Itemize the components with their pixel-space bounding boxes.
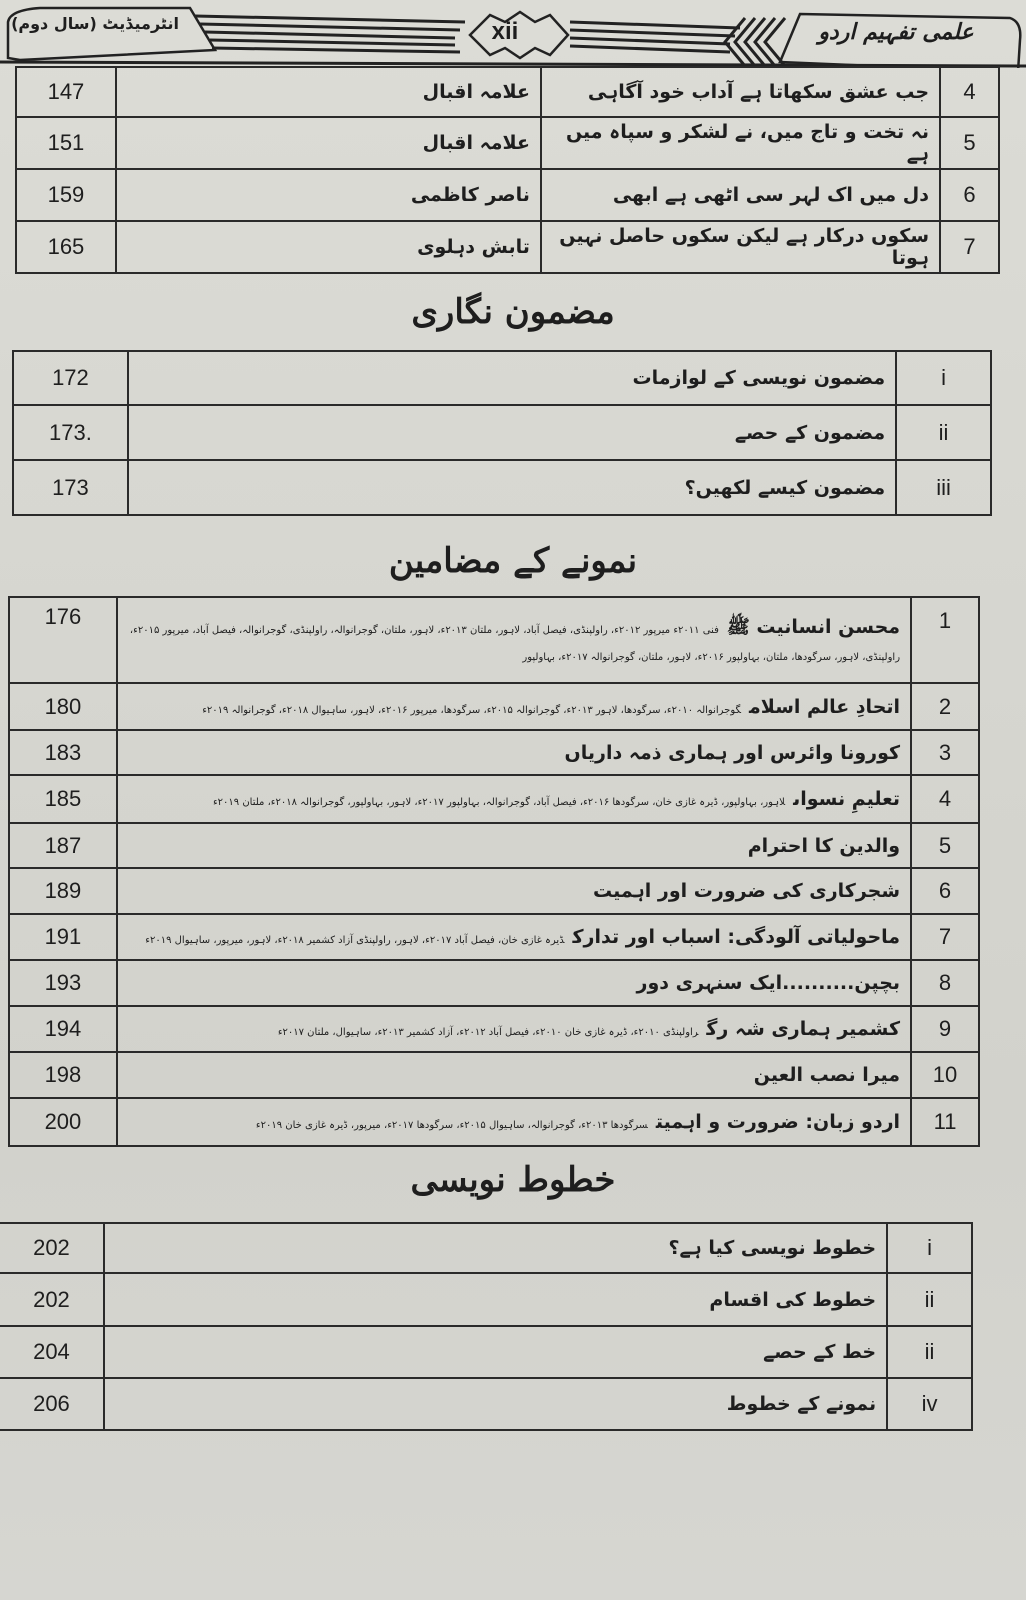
row-number: ii: [896, 405, 991, 460]
row-number: i: [887, 1223, 972, 1273]
row-number: 10: [911, 1052, 979, 1098]
page-ref: 159: [16, 169, 116, 221]
topic-title: نمونے کے خطوط: [104, 1378, 887, 1430]
table-row[interactable]: [9, 960, 979, 1006]
row-number: 5: [911, 823, 979, 868]
row-number: iv: [887, 1378, 972, 1430]
page-ref: 165: [16, 221, 116, 273]
table-row[interactable]: [9, 868, 979, 914]
topic-title: مضمون کیسے لکھیں؟: [128, 460, 896, 515]
essay-title: تعلیمِ نسواں: [793, 788, 901, 810]
essay-title-cell: [117, 1006, 911, 1052]
essay-title-cell: [117, 868, 911, 914]
table-row[interactable]: [0, 1273, 972, 1326]
page-ref: 180: [9, 683, 117, 730]
essay-title: محسن انسانیت ﷺ: [726, 616, 901, 638]
essay-title: شجرکاری کی ضرورت اور اہمیت: [593, 880, 901, 902]
exam-years-note: گوجرانوالہ ۲۰۱۰ء، سرگودھا، لاہور ۲۰۱۳ء، گوجرانوالہ ۲۰۱۵ء، سرگودھا، میرپور ۲۰۱۶ء، لاہور، ساہیوال ۲۰۱۸ء، گوجرانوالہ ۲۰۱۹ء: [202, 704, 742, 716]
poem-title: سکوں درکار ہے لیکن سکوں حاصل نہیں ہوتا: [541, 221, 940, 273]
poet-name: علامہ اقبال: [116, 67, 541, 117]
page-ref: 187: [9, 823, 117, 868]
essay-title: کورونا وائرس اور ہماری ذمہ داریاں: [564, 741, 901, 764]
page-ref: 206: [0, 1378, 104, 1430]
row-number: 7: [911, 914, 979, 960]
sample-essays-table: [8, 596, 980, 1147]
page-ref: 151: [16, 117, 116, 169]
essay-title: والدین کا احترام: [747, 834, 901, 857]
table-row[interactable]: [9, 597, 979, 683]
page-ref: 200: [9, 1098, 117, 1146]
table-row[interactable]: [0, 1378, 972, 1430]
page-ref: 189: [9, 868, 117, 914]
table-row[interactable]: [16, 221, 999, 273]
table-row[interactable]: [16, 67, 999, 117]
row-number: ii: [887, 1326, 972, 1378]
page-ref: 183: [9, 730, 117, 775]
page-ref: 204: [0, 1326, 104, 1378]
table-row[interactable]: [9, 775, 979, 823]
poem-title: نہ تخت و تاج میں، نے لشکر و سپاہ میں ہے: [541, 117, 940, 169]
essay-title-cell: [117, 914, 911, 960]
poet-name: تابش دہلوی: [116, 221, 541, 273]
essay-writing-table: [12, 350, 992, 516]
essay-title-cell: [117, 960, 911, 1006]
page-ref: 198: [9, 1052, 117, 1098]
topic-title: مضمون کے حصے: [128, 405, 896, 460]
letter-writing-table: [0, 1222, 973, 1431]
exam-years-note: فنی ۲۰۱۱ء میرپور ۲۰۱۲ء، راولپنڈی، فیصل آباد، لاہور، ملتان ۲۰۱۳ء، لاہور، ملتان، گوجرانوالہ، راولپنڈی، گوجرانوالہ، فیصل آباد، میرپور ۲۰۱۵ء، راولپنڈی، لاہور، سرگودھا، ملتان، بہاولپور ۲۰۱۶ء، لاہور، ملتان، گوجرانوالہ ۲۰۱۷ء، بہاولپور: [129, 625, 901, 663]
poet-name: ناصر کاظمی: [116, 169, 541, 221]
row-number: 2: [911, 683, 979, 730]
page-ref: 193: [9, 960, 117, 1006]
page-ref: 173.: [13, 405, 128, 460]
essay-title: بچپن..........ایک سنہری دور: [636, 972, 901, 994]
topic-title: خطوط کی اقسام: [104, 1273, 887, 1326]
exam-years-note: سرگودھا ۲۰۱۳ء، گوجرانوالہ، ساہیوال ۲۰۱۵ء، سرگودھا ۲۰۱۷ء، میرپور، ڈیرہ غازی خان ۲۰۱۹ء: [255, 1120, 648, 1131]
essay-title-cell: [117, 683, 911, 730]
exam-years-note: ڈیرہ غازی خان، فیصل آباد ۲۰۱۷ء، لاہور، راولپنڈی آزاد کشمیر ۲۰۱۸ء، لاہور، میرپور، ساہیوال ۲۰۱۹ء: [145, 935, 565, 946]
page-ref: 194: [9, 1006, 117, 1052]
exam-years-note: لاہور، بہاولپور، ڈیرہ غازی خان، سرگودھا ۲۰۱۶ء، فیصل آباد، گوجرانوالہ، بہاولپور ۲۰۱۷ء، لاہور، بہاولپور، گوجرانوالہ ۲۰۱۸ء، ملتان ۲۰۱۹ء: [212, 797, 786, 808]
page-ref: 185: [9, 775, 117, 823]
row-number: ii: [887, 1273, 972, 1326]
essay-title-cell: [117, 775, 911, 823]
table-row[interactable]: [13, 460, 991, 515]
essay-title-cell: [117, 597, 911, 683]
poet-name: علامہ اقبال: [116, 117, 541, 169]
poems-table: [15, 66, 1000, 274]
essay-title-cell: [117, 730, 911, 775]
table-row[interactable]: [0, 1223, 972, 1273]
row-number: 6: [911, 868, 979, 914]
poem-title: دل میں اک لہر سی اٹھی ہے ابھی: [541, 169, 940, 221]
topic-title: خطوط نویسی کیا ہے؟: [104, 1223, 887, 1273]
table-row[interactable]: [13, 351, 991, 405]
essay-title: اتحادِ عالم اسلام: [749, 695, 901, 718]
row-number: 3: [911, 730, 979, 775]
book-title: علمی تفہیم اردو: [818, 20, 974, 45]
row-number: 4: [911, 775, 979, 823]
essay-title: میرا نصب العین: [753, 1064, 901, 1086]
table-row[interactable]: [9, 1098, 979, 1146]
page-number: xii: [491, 18, 519, 45]
table-row[interactable]: [9, 914, 979, 960]
table-row[interactable]: [0, 1326, 972, 1378]
poem-title: جب عشق سکھاتا ہے آداب خود آگاہی: [541, 67, 940, 117]
row-number: 5: [940, 117, 999, 169]
table-row[interactable]: [9, 823, 979, 868]
section-heading-sample-essays: نمونے کے مضامین: [388, 541, 638, 581]
page-ref: 191: [9, 914, 117, 960]
table-row[interactable]: [9, 1006, 979, 1052]
page-header: [0, 0, 1026, 68]
row-number: 11: [911, 1098, 979, 1146]
table-row[interactable]: [13, 405, 991, 460]
table-row[interactable]: [16, 117, 999, 169]
row-number: 4: [940, 67, 999, 117]
row-number: 9: [911, 1006, 979, 1052]
page-ref: 147: [16, 67, 116, 117]
page-ref: 173: [13, 460, 128, 515]
exam-years-note: راولپنڈی ۲۰۱۰ء، ڈیرہ غازی خان ۲۰۱۰ء، فیصل آباد ۲۰۱۲ء، آزاد کشمیر ۲۰۱۳ء، ساہیوال، ملتان ۲۰۱۷ء: [277, 1027, 699, 1038]
essay-title: ماحولیاتی آلودگی: اسباب اور تدارک: [572, 926, 901, 948]
class-label: انٹرمیڈیٹ (سال دوم): [11, 14, 179, 33]
page-ref: 172: [13, 351, 128, 405]
topic-title: مضمون نویسی کے لوازمات: [128, 351, 896, 405]
row-number: 1: [911, 597, 979, 683]
row-number: 7: [940, 221, 999, 273]
row-number: i: [896, 351, 991, 405]
page-ref: 202: [0, 1273, 104, 1326]
page-ref: 202: [0, 1223, 104, 1273]
section-heading-essay-writing: مضمون نگاری: [411, 292, 615, 332]
essay-title: اردو زبان: ضرورت و اہمیت: [655, 1111, 901, 1133]
table-row[interactable]: [9, 683, 979, 730]
table-row[interactable]: [9, 730, 979, 775]
essay-title-cell: [117, 823, 911, 868]
topic-title: خط کے حصے: [104, 1326, 887, 1378]
table-row[interactable]: [16, 169, 999, 221]
section-heading-letter-writing: خطوط نویسی: [410, 1160, 616, 1200]
essay-title-cell: [117, 1098, 911, 1146]
row-number: 6: [940, 169, 999, 221]
table-row[interactable]: [9, 1052, 979, 1098]
essay-title-cell: [117, 1052, 911, 1098]
page-ref: 176: [9, 597, 117, 683]
row-number: iii: [896, 460, 991, 515]
essay-title: کشمیر ہماری شہ رگ: [706, 1018, 901, 1040]
row-number: 8: [911, 960, 979, 1006]
